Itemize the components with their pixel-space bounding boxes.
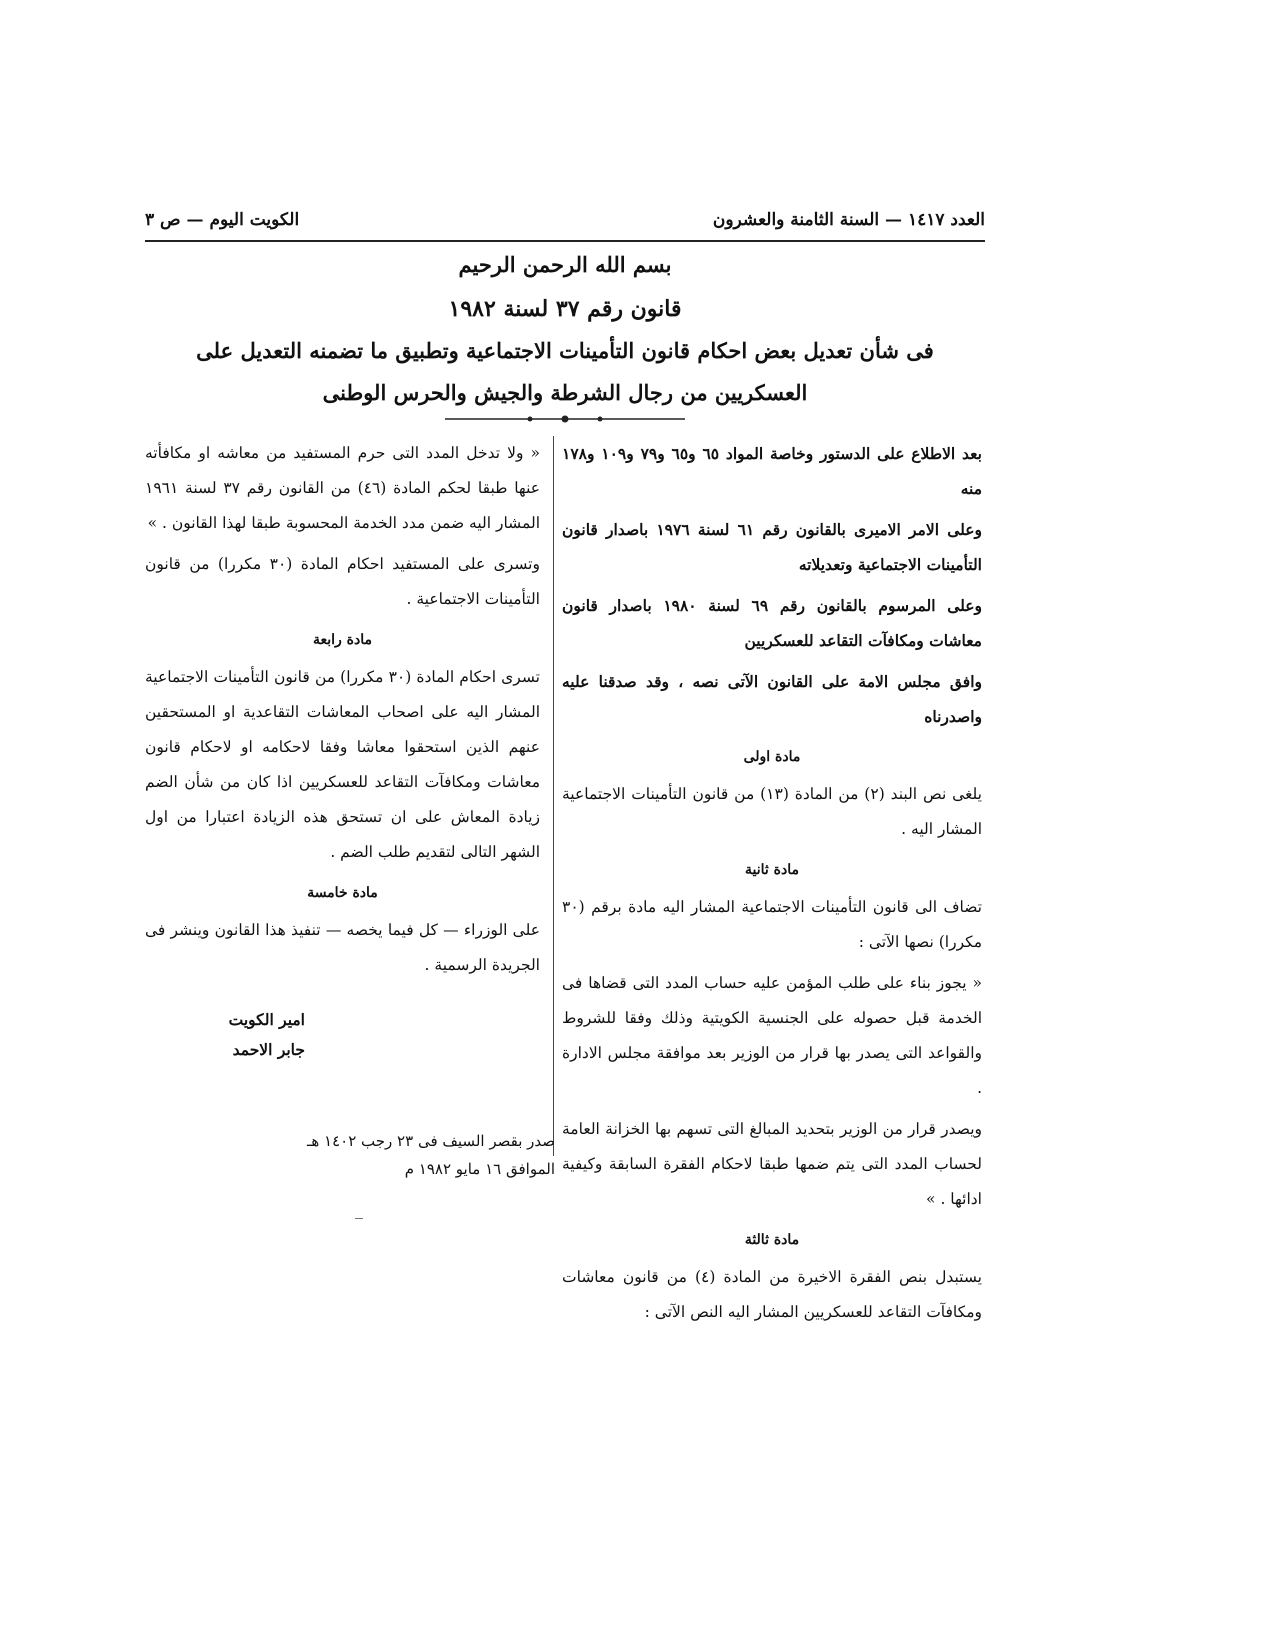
newspaper-page: الكويت اليوم — ص ٣ (145, 210, 300, 230)
basmala: بسم الله الرحمن الرحيم (458, 252, 672, 277)
preamble-constitution: بعد الاطلاع على الدستور وخاصة المواد ٦٥ و٦٥ و٧٩ و١٠٩ و١٧٨ منه (562, 444, 982, 498)
preamble-decree-61: وعلى الامر الاميرى بالقانون رقم ٦١ لسنة ١٩٧٦ باصدار قانون التأمينات الاجتماعية وتعديلاته (562, 520, 982, 574)
article-2-quote-2: ويصدر قرار من الوزير بتحديد المبالغ التى تسهم بها الخزانة العامة لحساب المدد التى يتم ضمها طبقا لاحكام الفقرة السابقة وكيفية ادائها . » (562, 1120, 982, 1208)
article-3-title: مادة ثالثة (744, 1232, 800, 1248)
article-3-quote-2: وتسرى على المستفيد احكام المادة (٣٠ مكررا) من قانون التأمينات الاجتماعية . (145, 555, 540, 608)
ornament-divider (445, 414, 685, 424)
issue-date-block (265, 1127, 555, 1183)
left-column (145, 436, 540, 989)
issue-number: العدد ١٤١٧ — السنة الثامنة والعشرون (712, 210, 985, 230)
law-subject-line-2: العسكريين من رجال الشرطة والجيش والحرس الوطنى (322, 380, 808, 405)
signature-name: جابر الاحمد (232, 1040, 305, 1059)
article-2-text: تضاف الى قانون التأمينات الاجتماعية المشار اليه مادة برقم (٣٠ مكررا) نصها الآتى : (562, 898, 982, 951)
issue-date-hijri: صدر بقصر السيف فى ٢٣ رجب ١٤٠٢ هـ (306, 1132, 555, 1150)
law-title: قانون رقم ٣٧ لسنة ١٩٨٢ (448, 296, 682, 322)
column-divider (553, 436, 554, 1156)
preamble-decree-69: وعلى المرسوم بالقانون رقم ٦٩ لسنة ١٩٨٠ باصدار قانون معاشات ومكافآت التقاعد للعسكريين (562, 596, 982, 650)
preamble-approval: وافق مجلس الامة على القانون الآتى نصه ، وقد صدقنا عليه واصدرناه (562, 672, 982, 726)
right-column (562, 436, 982, 1336)
signature-block (145, 1005, 305, 1065)
article-4-title: مادة رابعة (312, 632, 372, 648)
article-2-title: مادة ثانية (745, 862, 799, 878)
signature-title: امير الكويت (228, 1010, 305, 1029)
article-5-title: مادة خامسة (307, 885, 378, 901)
article-4-text: تسرى احكام المادة (٣٠ مكررا) من قانون التأمينات الاجتماعية المشار اليه على اصحاب المعاشات التقاعدية او المستحقين عنهم الذين استحقوا معاشا وفقا لاحكامه او لاحكام قانون معاشات ومكافآت التقاعد للعسكريين اذا كان من شأن الضم زيادة المعاش على ان تستحق هذه الزيادة اعتبارا من اول الشهر التالى لتقديم طلب الضم . (145, 668, 540, 861)
page-header (145, 210, 985, 236)
law-subject-line-1: فى شأن تعديل بعض احكام قانون التأمينات الاجتماعية وتطبيق ما تضمنه التعديل على (196, 338, 934, 363)
article-1-text: يلغى نص البند (٢) من المادة (١٣) من قانون التأمينات الاجتماعية المشار اليه . (562, 785, 982, 838)
article-3-text: يستبدل بنص الفقرة الاخيرة من المادة (٤) من قانون معاشات ومكافآت التقاعد للعسكريين المشار اليه النص الآتى : (562, 1268, 982, 1321)
header-rule (145, 240, 985, 242)
article-3-quote: « ولا تدخل المدد التى حرم المستفيد من معاشه او مكافأته عنها طبقا لحكم المادة (٤٦) من القانون رقم ٣٧ لسنة ١٩٦١ المشار اليه ضمن مدد الخدمة المحسوبة طبقا لهذا القانون . » (145, 444, 540, 532)
issue-date-gregorian: الموافق ١٦ مايو ١٩٨٢ م (404, 1160, 555, 1178)
article-2-quote-1: « يجوز بناء على طلب المؤمن عليه حساب المدد التى قضاها فى الخدمة قبل حصوله على الجنسية الكويتية وذلك وفقا للشروط والقواعد التى يصدر بها قرار من الوزير بعد موافقة مجلس الادارة . (562, 974, 982, 1097)
article-1-title: مادة اولى (743, 749, 801, 765)
footer-mark (355, 1218, 363, 1219)
article-5-text: على الوزراء — كل فيما يخصه — تنفيذ هذا القانون وينشر فى الجريدة الرسمية . (145, 921, 540, 974)
